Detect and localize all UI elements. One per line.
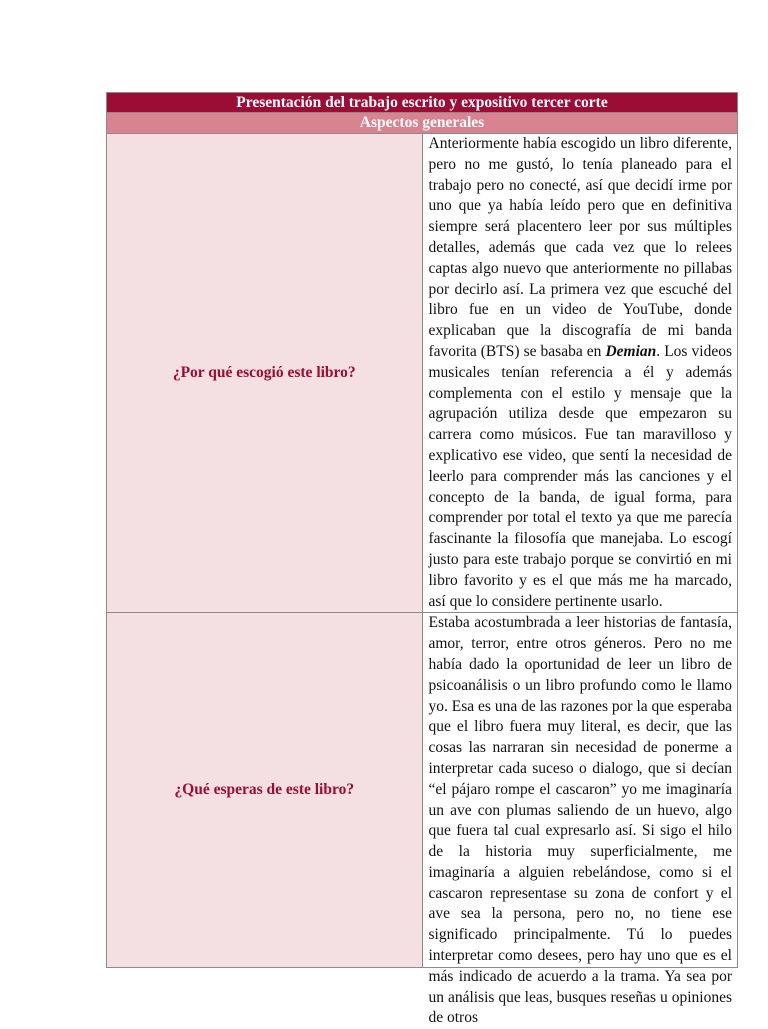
answer-cell	[422, 134, 738, 613]
answer-clip	[428, 613, 733, 1027]
answer-text: Estaba acostumbrada a leer historias de fantasía, amor, terror, entre otros géneros. Pero no me había dado la oportunidad de leer un libro de psicoanálisis o un libro profundo como le llamo yo. Esa es una de las razones por la que esperaba que el libro fuera muy literal, es decir, que las cosas las narraran sin necesidad de ponerme a interpretar cada suceso o dialogo, que si decían “el pájaro rompe el cascaron” yo me imaginaría un ave con plumas saliendo de un huevo, algo que fuera tal cual expresarlo así. Si sigo el hilo de la historia muy superficialmente, me imaginaría a alguien rebelándose, como si el cascaron representase su zona de confort y el ave sea la persona, pero no, no tiene ese significado principalmente. Tú lo puedes interpretar como desees, pero hay uno que es el más indicado de acuerdo a la trama. Ya sea por un análisis que leas, busques reseñas u opiniones de otros	[428, 614, 732, 1027]
table-row	[107, 134, 738, 613]
answer-text-part: . Los videos musicales tenían referencia a él y además complementa con el estilo y mensaje que la agrupación utiliza desde que empezaron su carrera como músicos. Fue tan maravilloso y explicativo ese video, que sentí la necesidad de leerlo para comprender más las canciones y el concepto de la banda, de igual forma, para comprender por total el texto ya que me parecía fascinante la filosofía que manejaba. Lo escogí justo para este trabajo porque se convirtió en mi libro favorito y es el que más me ha marcado, así que lo considere pertinente usarlo.	[428, 342, 732, 610]
table-row	[107, 613, 738, 968]
table-title-row	[107, 93, 738, 113]
table-subtitle: Aspectos generales	[107, 113, 738, 134]
answer-cell	[422, 613, 738, 1027]
answer-text	[429, 134, 733, 612]
question-cell: ¿Por qué escogió este libro?	[107, 134, 423, 613]
book-title-emphasis: Demian	[605, 342, 657, 360]
table-subtitle-row	[107, 113, 738, 134]
answer-text-part: Anteriormente había escogido un libro diferente, pero no me gustó, lo tenía planeado para el trabajo pero no conecté, así que decidí irme por uno que ya había leído pero que en definitiva siempre será placentero leer por sus múltiples detalles, además que cada vez que lo relees captas algo nuevo que anteriormente no pillabas por decirlo así. La primera vez que escuché del libro fue en un video de YouTube, donde explicaban que la discografía de mi banda favorita (BTS) se basaba en	[428, 135, 732, 360]
table-title: Presentación del trabajo escrito y expositivo tercer corte	[107, 93, 738, 113]
question-cell: ¿Qué esperas de este libro?	[107, 613, 423, 968]
presentation-table	[106, 92, 738, 1027]
